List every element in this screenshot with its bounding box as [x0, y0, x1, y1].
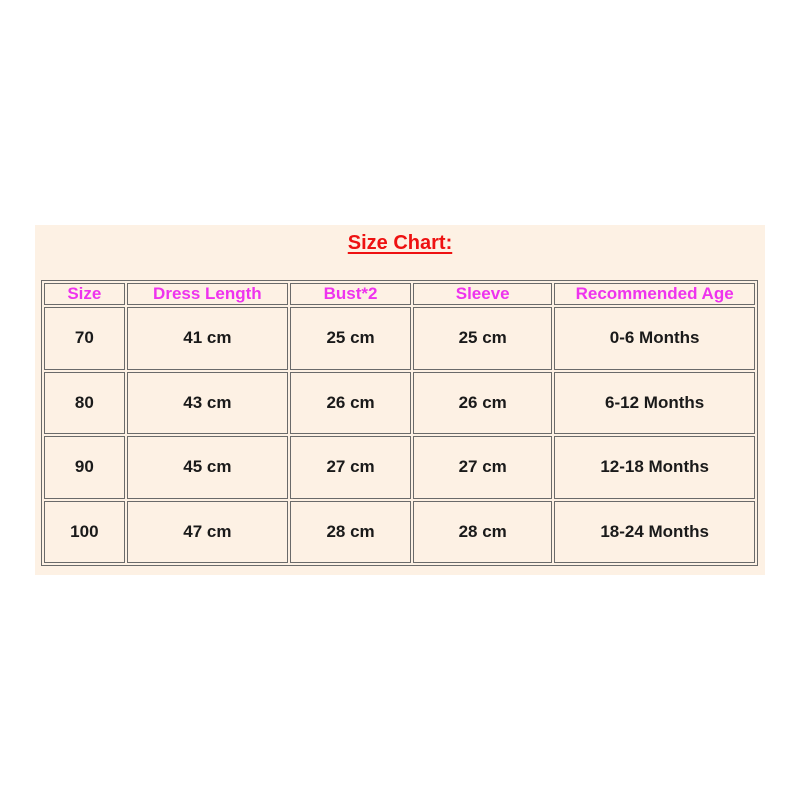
cell-recommended-age: 6-12 Months — [554, 372, 755, 435]
cell-dress-length: 41 cm — [127, 307, 288, 370]
header-bust: Bust*2 — [290, 283, 411, 305]
header-size: Size — [44, 283, 125, 305]
table-row — [44, 372, 755, 435]
cell-sleeve: 25 cm — [413, 307, 552, 370]
cell-size: 80 — [44, 372, 125, 435]
header-dress-length: Dress Length — [127, 283, 288, 305]
size-chart-table — [41, 280, 758, 566]
cell-dress-length: 43 cm — [127, 372, 288, 435]
cell-bust: 26 cm — [290, 372, 411, 435]
cell-recommended-age: 0-6 Months — [554, 307, 755, 370]
table-row — [44, 436, 755, 499]
cell-sleeve: 26 cm — [413, 372, 552, 435]
table-header-row — [44, 283, 755, 305]
cell-recommended-age: 18-24 Months — [554, 501, 755, 564]
cell-size: 100 — [44, 501, 125, 564]
cell-bust: 28 cm — [290, 501, 411, 564]
header-recommended-age: Recommended Age — [554, 283, 755, 305]
size-chart-panel — [35, 225, 765, 575]
size-chart-title: Size Chart: — [347, 232, 453, 254]
cell-bust: 27 cm — [290, 436, 411, 499]
cell-sleeve: 28 cm — [413, 501, 552, 564]
table-row — [44, 307, 755, 370]
cell-dress-length: 45 cm — [127, 436, 288, 499]
cell-dress-length: 47 cm — [127, 501, 288, 564]
cell-sleeve: 27 cm — [413, 436, 552, 499]
cell-size: 90 — [44, 436, 125, 499]
table-row — [44, 501, 755, 564]
header-sleeve: Sleeve — [413, 283, 552, 305]
cell-recommended-age: 12-18 Months — [554, 436, 755, 499]
cell-bust: 25 cm — [290, 307, 411, 370]
cell-size: 70 — [44, 307, 125, 370]
